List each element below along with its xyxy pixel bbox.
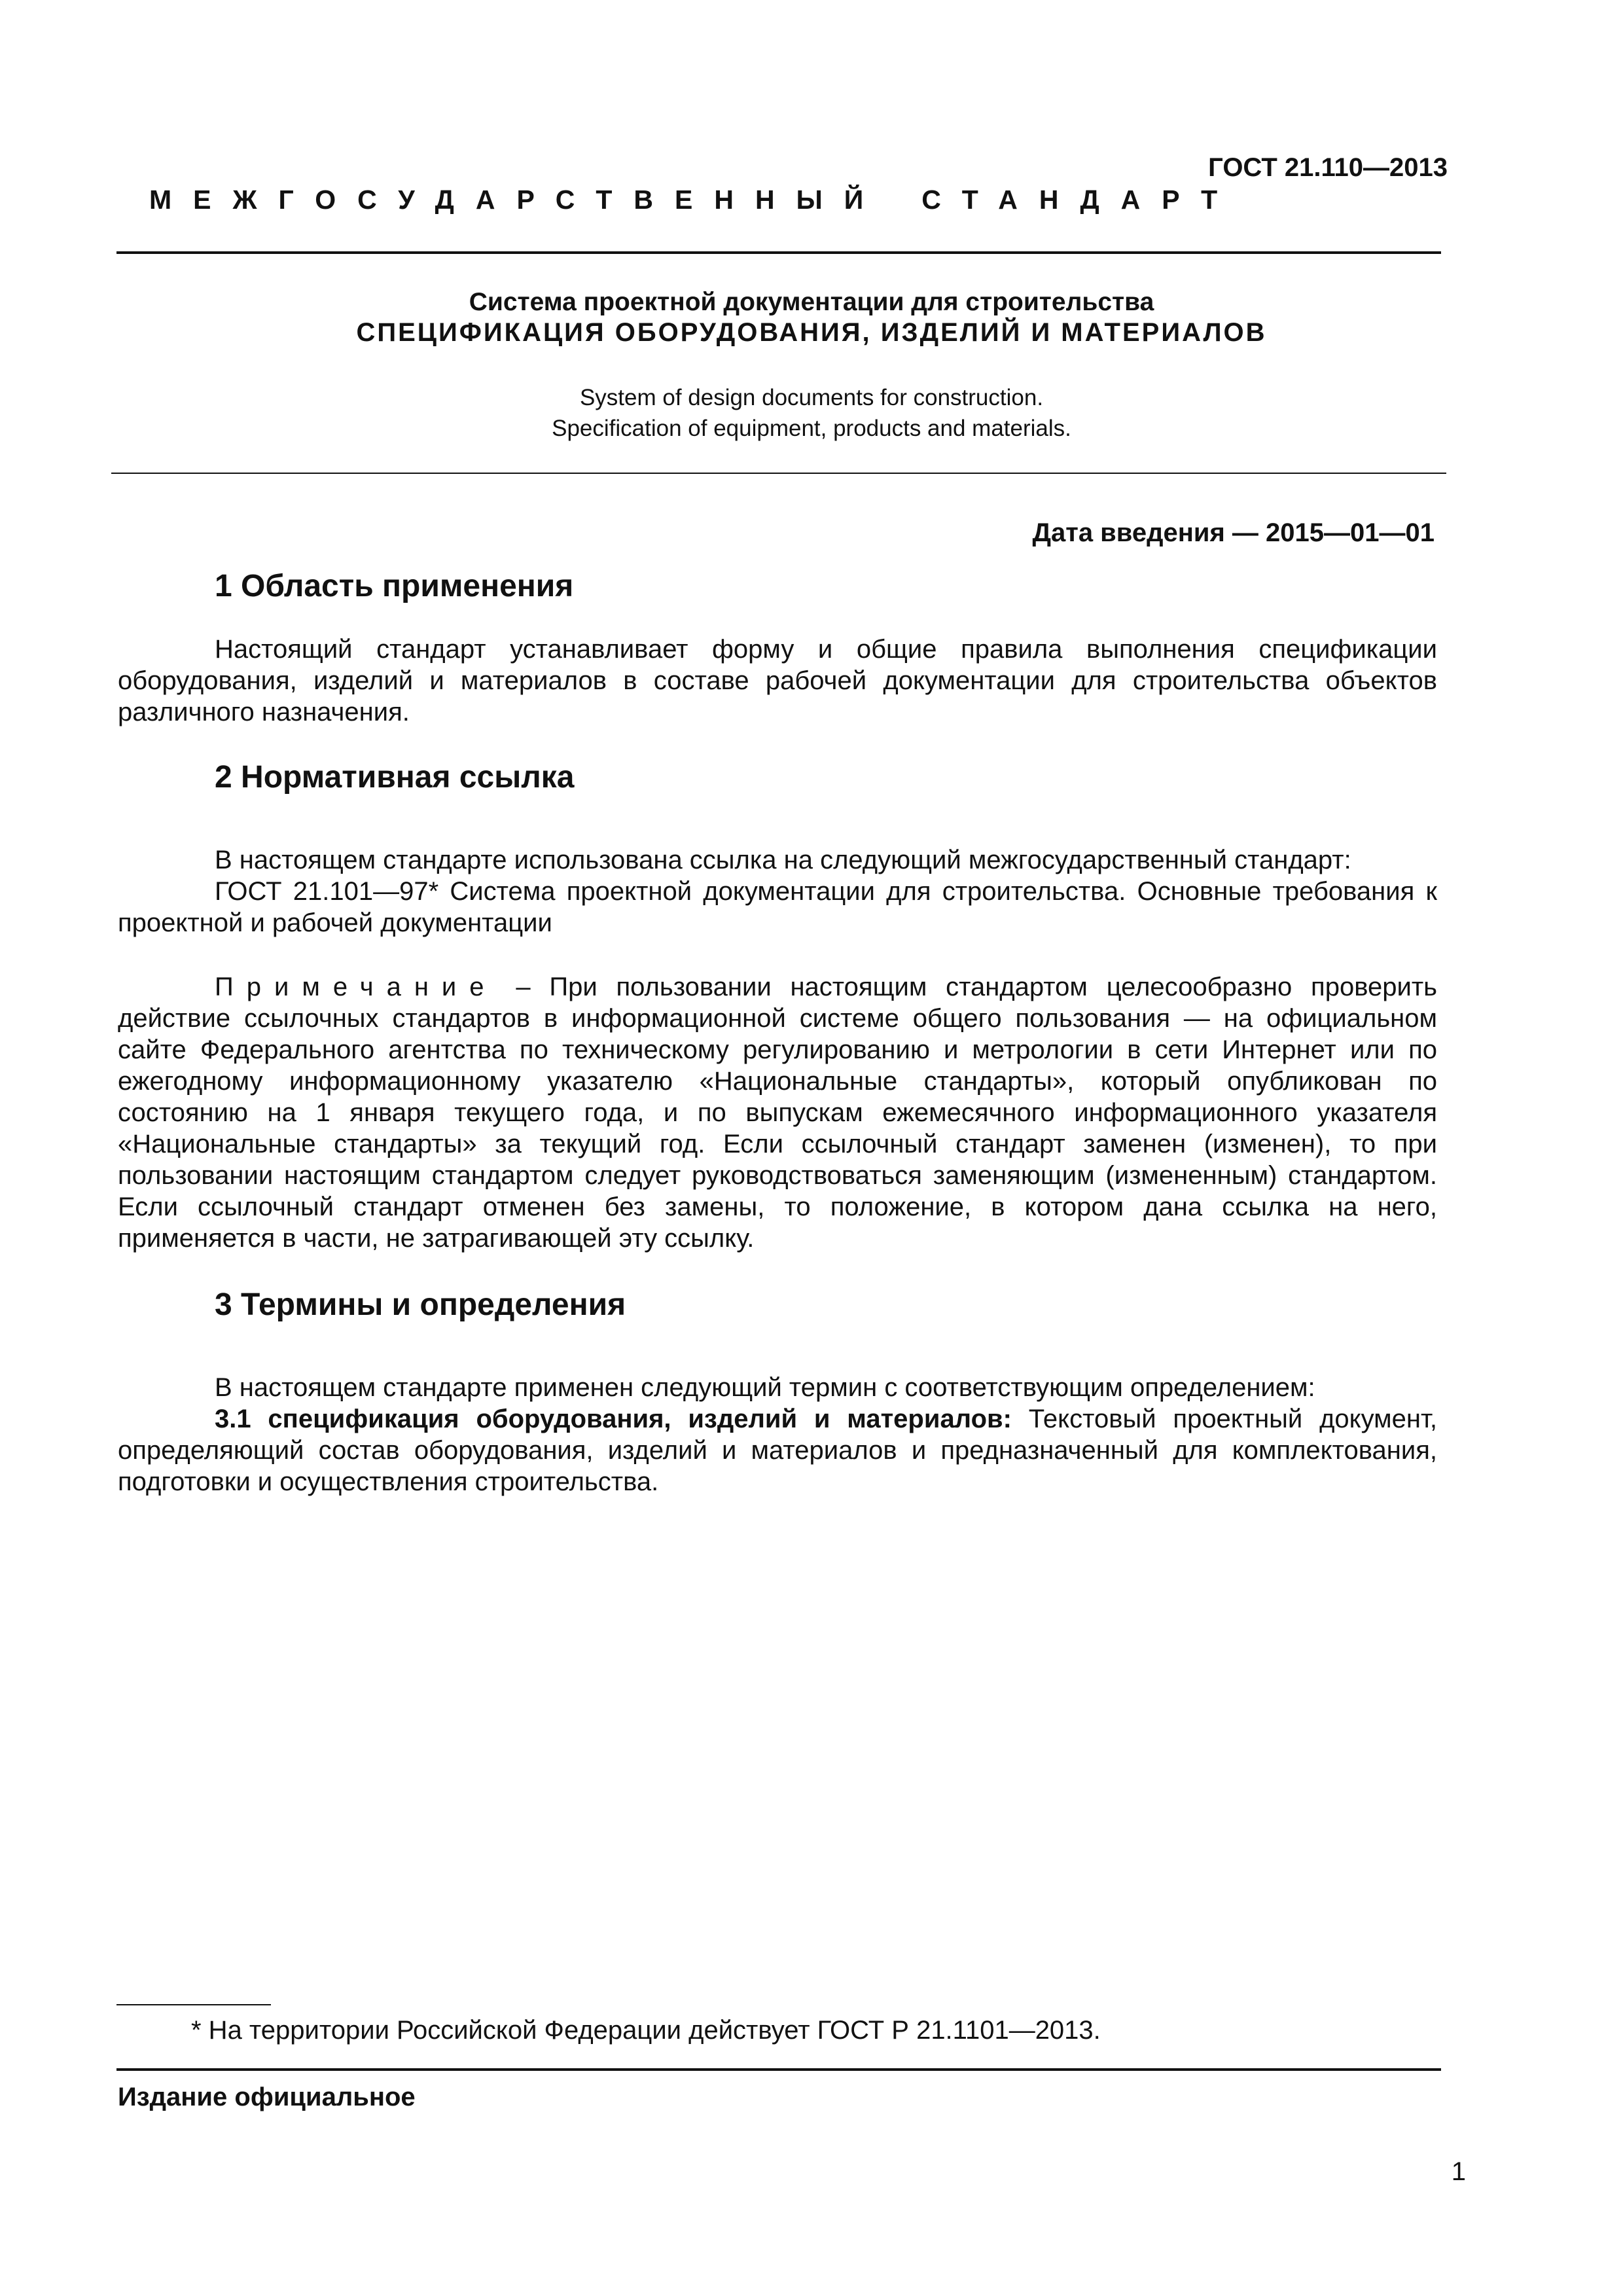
term-text: Текстовый проектный документ, определяющий состав оборудования, изделий и материалов и предназначенный для комплектования, подготовки и осуществления строительства. [118, 1405, 1437, 1496]
section-3-body [118, 1372, 1437, 1498]
introduction-date: Дата введения — 2015—01—01 [1032, 518, 1435, 547]
footnote: * На территории Российской Федерации действует ГОСТ Р 21.1101—2013. [191, 2016, 1101, 2045]
reference-intro: В настоящем стандарте использована ссылка на следующий межгосударственный стандарт: [215, 846, 1351, 874]
page-number: 1 [1451, 2157, 1466, 2186]
note-text: – При пользовании настоящим стандартом целесообразно проверить действие ссылочных стандартов в информационной системе общего пользования — на официальном сайте Федерального агентства по техническому регулированию и метрологии в сети Интернет или по ежегодному информационному указателю «Национальные стандарты», который опубликован по состоянию на 1 января текущего года, и по выпускам ежемесячного информационного указателя «Национальные стандарты» за текущий год. Если ссылочный стандарт заменен (изменен), то при пользовании настоящим стандартом следует руководствоваться заменяющим (измененным) стандартом. Если ссылочный стандарт отменен без замены, то положение, в котором дана ссылка на него, применяется в части, не затрагивающей эту ссылку. [118, 973, 1437, 1253]
section-3-heading: 3 Термины и определения [215, 1287, 626, 1322]
title-rule [111, 473, 1446, 474]
scope-paragraph: Настоящий стандарт устанавливает форму и общие правила выполнения спецификации оборудования, изделий и материалов в составе рабочей документации для строительства объектов различного назначения. [118, 635, 1437, 726]
official-edition: Издание официальное [118, 2083, 416, 2111]
terms-intro: В настоящем стандарте применен следующий термин с соответствующим определением: [215, 1373, 1315, 1402]
section-2-heading: 2 Нормативная ссылка [215, 760, 575, 795]
interstate-word: МЕЖГОСУДАРСТВЕННЫЙ [149, 185, 885, 215]
term-definition [118, 1403, 1437, 1498]
section-2-body [118, 844, 1437, 939]
note-block [118, 971, 1437, 1254]
system-title-ru: Система проектной документации для строительства [469, 288, 1154, 316]
header-rule [116, 251, 1441, 254]
standard-code: ГОСТ 21.110—2013 [1208, 153, 1448, 182]
note-paragraph [118, 971, 1437, 1254]
standard-word: СТАНДАРТ [921, 185, 1240, 215]
document-title-ru: СПЕЦИФИКАЦИЯ ОБОРУДОВАНИЯ, ИЗДЕЛИЙ И МАТЕРИАЛОВ [356, 318, 1267, 347]
footnote-rule [116, 2004, 271, 2005]
document-title-en [0, 382, 1623, 444]
name-title-en: Specification of equipment, products and materials. [552, 416, 1071, 441]
interstate-standard-label [149, 185, 1239, 215]
section-1-heading: 1 Область применения [215, 569, 574, 603]
system-title-en: System of design documents for construction. [579, 385, 1044, 410]
note-label: Примечание [215, 973, 497, 1001]
term-name: 3.1 спецификация оборудования, изделий и материалов: [215, 1405, 1012, 1433]
footer-rule [116, 2068, 1441, 2071]
section-1-body [118, 634, 1437, 728]
reference-item: ГОСТ 21.101—97* Система проектной документации для строительства. Основные требования к проектной и рабочей документации [118, 877, 1437, 937]
